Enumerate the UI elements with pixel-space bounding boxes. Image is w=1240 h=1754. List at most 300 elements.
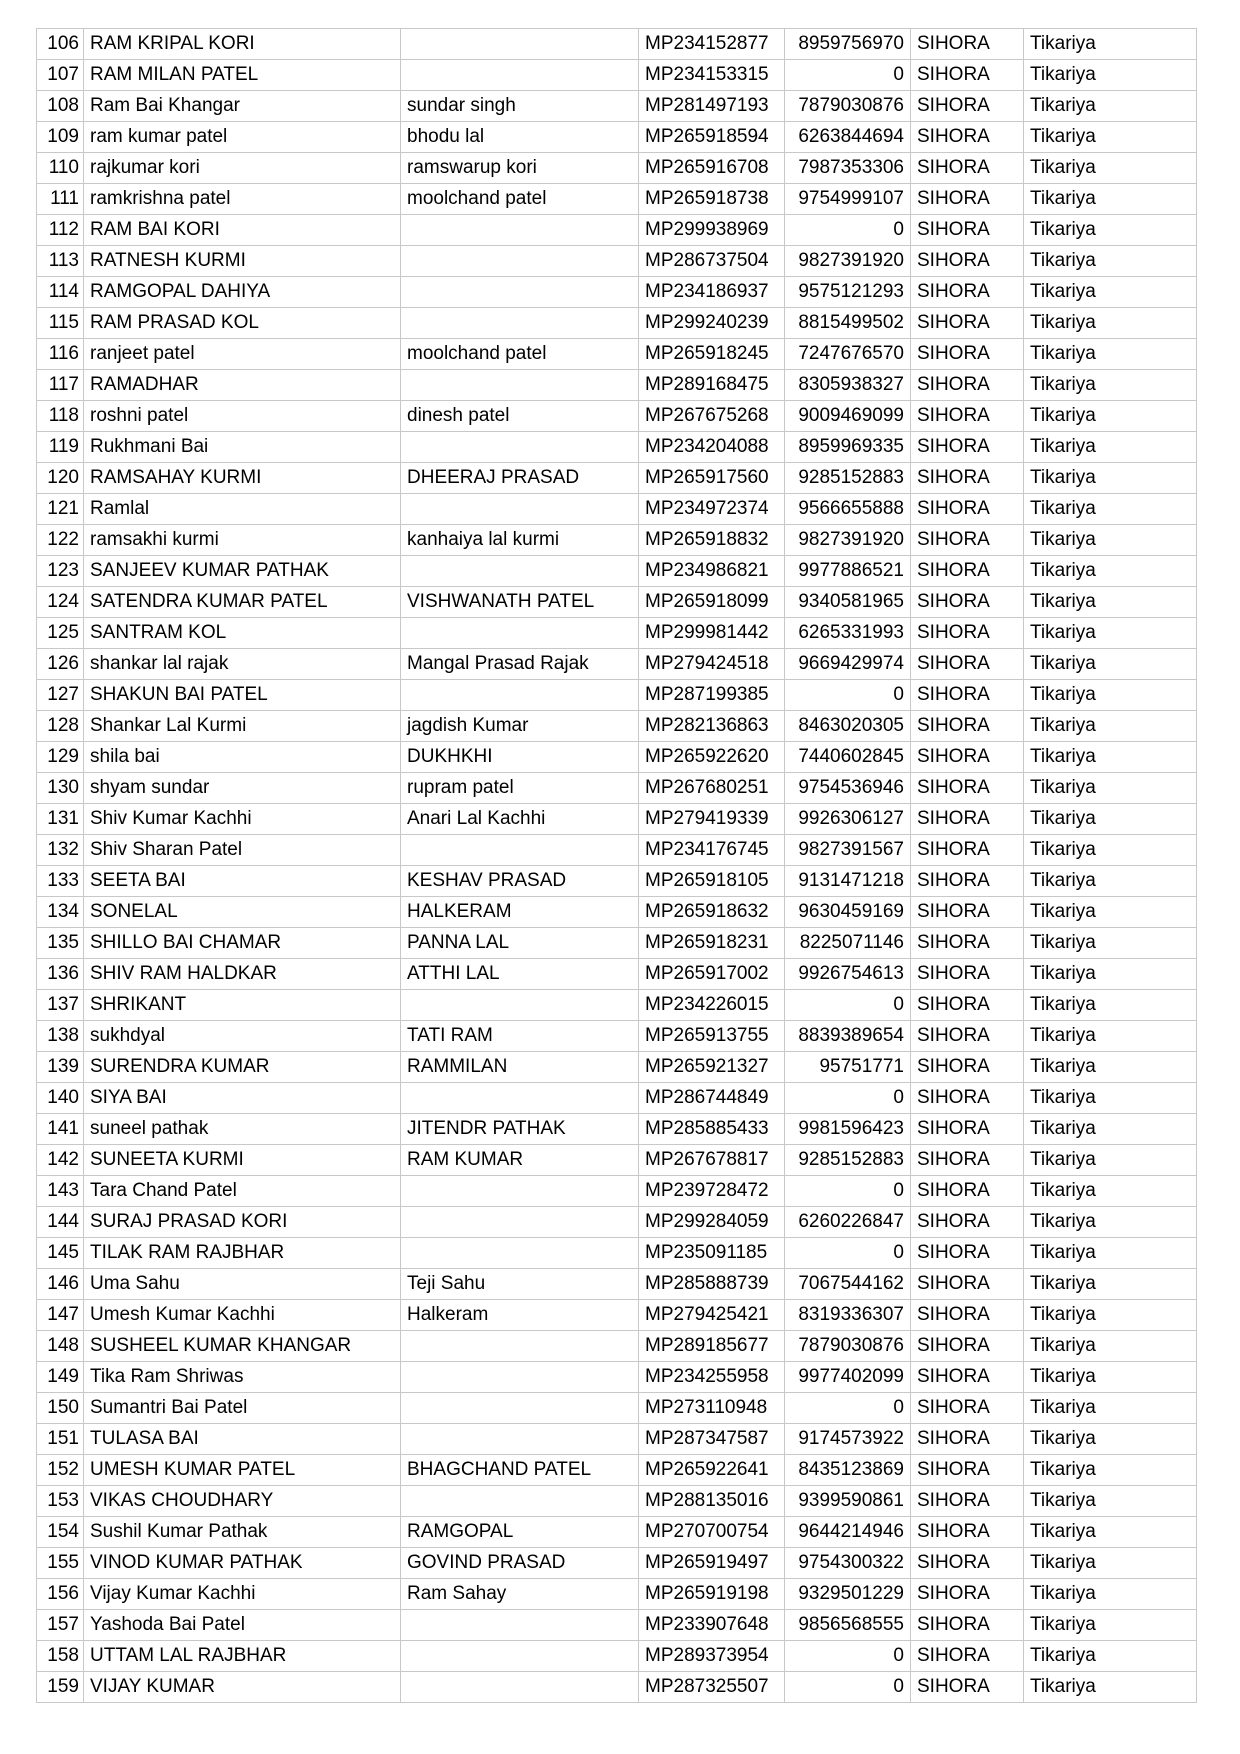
serial-number-cell: 123 bbox=[37, 556, 84, 587]
serial-number-cell: 112 bbox=[37, 215, 84, 246]
phone-number-cell: 0 bbox=[785, 60, 911, 91]
village-cell: Tikariya bbox=[1024, 1176, 1197, 1207]
serial-number-cell: 122 bbox=[37, 525, 84, 556]
phone-number-cell: 9827391920 bbox=[785, 246, 911, 277]
village-cell: Tikariya bbox=[1024, 1269, 1197, 1300]
table-row bbox=[37, 60, 1197, 91]
block-cell: SIHORA bbox=[911, 649, 1024, 680]
serial-number-cell: 155 bbox=[37, 1548, 84, 1579]
village-cell: Tikariya bbox=[1024, 959, 1197, 990]
registration-id-cell: MP234986821 bbox=[639, 556, 785, 587]
serial-number-cell: 142 bbox=[37, 1145, 84, 1176]
relative-name-cell: moolchand patel bbox=[401, 339, 639, 370]
beneficiary-name-cell: sukhdyal bbox=[84, 1021, 401, 1052]
phone-number-cell: 0 bbox=[785, 990, 911, 1021]
serial-number-cell: 143 bbox=[37, 1176, 84, 1207]
registration-id-cell: MP234204088 bbox=[639, 432, 785, 463]
table-row bbox=[37, 1269, 1197, 1300]
block-cell: SIHORA bbox=[911, 1331, 1024, 1362]
village-cell: Tikariya bbox=[1024, 990, 1197, 1021]
phone-number-cell: 8959969335 bbox=[785, 432, 911, 463]
serial-number-cell: 141 bbox=[37, 1114, 84, 1145]
table-row bbox=[37, 556, 1197, 587]
serial-number-cell: 136 bbox=[37, 959, 84, 990]
block-cell: SIHORA bbox=[911, 928, 1024, 959]
serial-number-cell: 132 bbox=[37, 835, 84, 866]
block-cell: SIHORA bbox=[911, 773, 1024, 804]
phone-number-cell: 9977886521 bbox=[785, 556, 911, 587]
table-row bbox=[37, 29, 1197, 60]
block-cell: SIHORA bbox=[911, 556, 1024, 587]
beneficiary-name-cell: VIKAS CHOUDHARY bbox=[84, 1486, 401, 1517]
serial-number-cell: 109 bbox=[37, 122, 84, 153]
relative-name-cell: rupram patel bbox=[401, 773, 639, 804]
table-row bbox=[37, 587, 1197, 618]
serial-number-cell: 140 bbox=[37, 1083, 84, 1114]
block-cell: SIHORA bbox=[911, 680, 1024, 711]
beneficiary-name-cell: VIJAY KUMAR bbox=[84, 1672, 401, 1703]
village-cell: Tikariya bbox=[1024, 1300, 1197, 1331]
table-row bbox=[37, 1238, 1197, 1269]
beneficiary-name-cell: SUNEETA KURMI bbox=[84, 1145, 401, 1176]
phone-number-cell: 7440602845 bbox=[785, 742, 911, 773]
registration-id-cell: MP265913755 bbox=[639, 1021, 785, 1052]
serial-number-cell: 146 bbox=[37, 1269, 84, 1300]
registration-id-cell: MP267680251 bbox=[639, 773, 785, 804]
block-cell: SIHORA bbox=[911, 122, 1024, 153]
block-cell: SIHORA bbox=[911, 246, 1024, 277]
phone-number-cell: 9131471218 bbox=[785, 866, 911, 897]
village-cell: Tikariya bbox=[1024, 1486, 1197, 1517]
phone-number-cell: 9566655888 bbox=[785, 494, 911, 525]
village-cell: Tikariya bbox=[1024, 525, 1197, 556]
beneficiary-name-cell: SIYA BAI bbox=[84, 1083, 401, 1114]
table-row bbox=[37, 153, 1197, 184]
phone-number-cell: 7879030876 bbox=[785, 91, 911, 122]
relative-name-cell: sundar singh bbox=[401, 91, 639, 122]
serial-number-cell: 107 bbox=[37, 60, 84, 91]
village-cell: Tikariya bbox=[1024, 680, 1197, 711]
block-cell: SIHORA bbox=[911, 494, 1024, 525]
beneficiary-name-cell: SANTRAM KOL bbox=[84, 618, 401, 649]
registration-id-cell: MP270700754 bbox=[639, 1517, 785, 1548]
relative-name-cell: dinesh patel bbox=[401, 401, 639, 432]
relative-name-cell bbox=[401, 1424, 639, 1455]
serial-number-cell: 129 bbox=[37, 742, 84, 773]
beneficiary-name-cell: SHIV RAM HALDKAR bbox=[84, 959, 401, 990]
phone-number-cell: 7987353306 bbox=[785, 153, 911, 184]
relative-name-cell bbox=[401, 556, 639, 587]
phone-number-cell: 8435123869 bbox=[785, 1455, 911, 1486]
table-row bbox=[37, 649, 1197, 680]
beneficiary-name-cell: Ramlal bbox=[84, 494, 401, 525]
block-cell: SIHORA bbox=[911, 339, 1024, 370]
beneficiary-name-cell: RAM KRIPAL KORI bbox=[84, 29, 401, 60]
relative-name-cell bbox=[401, 990, 639, 1021]
village-cell: Tikariya bbox=[1024, 1114, 1197, 1145]
phone-number-cell: 9926754613 bbox=[785, 959, 911, 990]
table-row bbox=[37, 1331, 1197, 1362]
beneficiary-name-cell: Shiv Kumar Kachhi bbox=[84, 804, 401, 835]
table-row bbox=[37, 959, 1197, 990]
relative-name-cell bbox=[401, 1362, 639, 1393]
village-cell: Tikariya bbox=[1024, 866, 1197, 897]
serial-number-cell: 110 bbox=[37, 153, 84, 184]
phone-number-cell: 9174573922 bbox=[785, 1424, 911, 1455]
village-cell: Tikariya bbox=[1024, 928, 1197, 959]
registration-id-cell: MP265921327 bbox=[639, 1052, 785, 1083]
phone-number-cell: 7247676570 bbox=[785, 339, 911, 370]
serial-number-cell: 157 bbox=[37, 1610, 84, 1641]
phone-number-cell: 95751771 bbox=[785, 1052, 911, 1083]
table-row bbox=[37, 1176, 1197, 1207]
phone-number-cell: 9644214946 bbox=[785, 1517, 911, 1548]
registration-id-cell: MP265922641 bbox=[639, 1455, 785, 1486]
registration-id-cell: MP265917560 bbox=[639, 463, 785, 494]
beneficiary-name-cell: Sumantri Bai Patel bbox=[84, 1393, 401, 1424]
table-row bbox=[37, 897, 1197, 928]
phone-number-cell: 9009469099 bbox=[785, 401, 911, 432]
relative-name-cell: Anari Lal Kachhi bbox=[401, 804, 639, 835]
table-row bbox=[37, 1300, 1197, 1331]
relative-name-cell bbox=[401, 246, 639, 277]
village-cell: Tikariya bbox=[1024, 618, 1197, 649]
serial-number-cell: 113 bbox=[37, 246, 84, 277]
relative-name-cell: ATTHI LAL bbox=[401, 959, 639, 990]
relative-name-cell bbox=[401, 29, 639, 60]
beneficiary-name-cell: SURENDRA KUMAR bbox=[84, 1052, 401, 1083]
serial-number-cell: 153 bbox=[37, 1486, 84, 1517]
beneficiary-name-cell: Shankar Lal Kurmi bbox=[84, 711, 401, 742]
beneficiary-name-cell: Umesh Kumar Kachhi bbox=[84, 1300, 401, 1331]
phone-number-cell: 9329501229 bbox=[785, 1579, 911, 1610]
beneficiary-name-cell: SONELAL bbox=[84, 897, 401, 928]
block-cell: SIHORA bbox=[911, 990, 1024, 1021]
serial-number-cell: 151 bbox=[37, 1424, 84, 1455]
serial-number-cell: 133 bbox=[37, 866, 84, 897]
block-cell: SIHORA bbox=[911, 866, 1024, 897]
registration-id-cell: MP234186937 bbox=[639, 277, 785, 308]
table-row bbox=[37, 432, 1197, 463]
block-cell: SIHORA bbox=[911, 1548, 1024, 1579]
phone-number-cell: 9340581965 bbox=[785, 587, 911, 618]
block-cell: SIHORA bbox=[911, 1114, 1024, 1145]
registration-id-cell: MP279424518 bbox=[639, 649, 785, 680]
village-cell: Tikariya bbox=[1024, 835, 1197, 866]
village-cell: Tikariya bbox=[1024, 1331, 1197, 1362]
table-row bbox=[37, 1579, 1197, 1610]
registration-id-cell: MP299240239 bbox=[639, 308, 785, 339]
table-row bbox=[37, 1145, 1197, 1176]
table-row bbox=[37, 525, 1197, 556]
village-cell: Tikariya bbox=[1024, 308, 1197, 339]
village-cell: Tikariya bbox=[1024, 1455, 1197, 1486]
relative-name-cell bbox=[401, 1641, 639, 1672]
beneficiary-name-cell: UTTAM LAL RAJBHAR bbox=[84, 1641, 401, 1672]
block-cell: SIHORA bbox=[911, 1238, 1024, 1269]
registration-id-cell: MP282136863 bbox=[639, 711, 785, 742]
relative-name-cell bbox=[401, 835, 639, 866]
block-cell: SIHORA bbox=[911, 1517, 1024, 1548]
beneficiary-name-cell: SURAJ PRASAD KORI bbox=[84, 1207, 401, 1238]
registration-id-cell: MP265919198 bbox=[639, 1579, 785, 1610]
table-row bbox=[37, 215, 1197, 246]
relative-name-cell: kanhaiya lal kurmi bbox=[401, 525, 639, 556]
village-cell: Tikariya bbox=[1024, 215, 1197, 246]
table-row bbox=[37, 494, 1197, 525]
relative-name-cell: TATI RAM bbox=[401, 1021, 639, 1052]
phone-number-cell: 6265331993 bbox=[785, 618, 911, 649]
relative-name-cell bbox=[401, 494, 639, 525]
beneficiary-name-cell: SUSHEEL KUMAR KHANGAR bbox=[84, 1331, 401, 1362]
beneficiary-name-cell: RAMSAHAY KURMI bbox=[84, 463, 401, 494]
relative-name-cell bbox=[401, 1672, 639, 1703]
village-cell: Tikariya bbox=[1024, 742, 1197, 773]
beneficiary-name-cell: Tika Ram Shriwas bbox=[84, 1362, 401, 1393]
beneficiary-name-cell: UMESH KUMAR PATEL bbox=[84, 1455, 401, 1486]
block-cell: SIHORA bbox=[911, 1610, 1024, 1641]
phone-number-cell: 9856568555 bbox=[785, 1610, 911, 1641]
registration-id-cell: MP285888739 bbox=[639, 1269, 785, 1300]
relative-name-cell: PANNA LAL bbox=[401, 928, 639, 959]
table-row bbox=[37, 1021, 1197, 1052]
registration-id-cell: MP234255958 bbox=[639, 1362, 785, 1393]
village-cell: Tikariya bbox=[1024, 91, 1197, 122]
relative-name-cell: ramswarup kori bbox=[401, 153, 639, 184]
relative-name-cell: RAMMILAN bbox=[401, 1052, 639, 1083]
block-cell: SIHORA bbox=[911, 742, 1024, 773]
beneficiary-name-cell: Vijay Kumar Kachhi bbox=[84, 1579, 401, 1610]
village-cell: Tikariya bbox=[1024, 1424, 1197, 1455]
table-row bbox=[37, 928, 1197, 959]
registration-id-cell: MP234152877 bbox=[639, 29, 785, 60]
block-cell: SIHORA bbox=[911, 60, 1024, 91]
table-row bbox=[37, 1641, 1197, 1672]
registration-id-cell: MP289168475 bbox=[639, 370, 785, 401]
beneficiary-name-cell: RAMGOPAL DAHIYA bbox=[84, 277, 401, 308]
table-row bbox=[37, 1672, 1197, 1703]
table-row bbox=[37, 370, 1197, 401]
relative-name-cell: KESHAV PRASAD bbox=[401, 866, 639, 897]
phone-number-cell: 9669429974 bbox=[785, 649, 911, 680]
relative-name-cell bbox=[401, 1083, 639, 1114]
village-cell: Tikariya bbox=[1024, 277, 1197, 308]
registration-id-cell: MP265918105 bbox=[639, 866, 785, 897]
beneficiary-name-cell: Rukhmani Bai bbox=[84, 432, 401, 463]
block-cell: SIHORA bbox=[911, 1052, 1024, 1083]
registration-id-cell: MP265918594 bbox=[639, 122, 785, 153]
relative-name-cell: Teji Sahu bbox=[401, 1269, 639, 1300]
serial-number-cell: 152 bbox=[37, 1455, 84, 1486]
block-cell: SIHORA bbox=[911, 1424, 1024, 1455]
table-row bbox=[37, 1083, 1197, 1114]
block-cell: SIHORA bbox=[911, 277, 1024, 308]
beneficiary-name-cell: RAMADHAR bbox=[84, 370, 401, 401]
serial-number-cell: 114 bbox=[37, 277, 84, 308]
beneficiary-name-cell: Tara Chand Patel bbox=[84, 1176, 401, 1207]
serial-number-cell: 117 bbox=[37, 370, 84, 401]
registration-id-cell: MP285885433 bbox=[639, 1114, 785, 1145]
serial-number-cell: 137 bbox=[37, 990, 84, 1021]
registration-id-cell: MP265918632 bbox=[639, 897, 785, 928]
relative-name-cell: Halkeram bbox=[401, 1300, 639, 1331]
phone-number-cell: 7067544162 bbox=[785, 1269, 911, 1300]
beneficiary-name-cell: SHILLO BAI CHAMAR bbox=[84, 928, 401, 959]
beneficiary-name-cell: TULASA BAI bbox=[84, 1424, 401, 1455]
village-cell: Tikariya bbox=[1024, 1641, 1197, 1672]
block-cell: SIHORA bbox=[911, 1641, 1024, 1672]
village-cell: Tikariya bbox=[1024, 60, 1197, 91]
serial-number-cell: 121 bbox=[37, 494, 84, 525]
beneficiary-name-cell: ram kumar patel bbox=[84, 122, 401, 153]
table-row bbox=[37, 1207, 1197, 1238]
serial-number-cell: 138 bbox=[37, 1021, 84, 1052]
village-cell: Tikariya bbox=[1024, 29, 1197, 60]
village-cell: Tikariya bbox=[1024, 1393, 1197, 1424]
relative-name-cell: RAM KUMAR bbox=[401, 1145, 639, 1176]
registration-id-cell: MP234176745 bbox=[639, 835, 785, 866]
serial-number-cell: 119 bbox=[37, 432, 84, 463]
phone-number-cell: 9754999107 bbox=[785, 184, 911, 215]
relative-name-cell bbox=[401, 277, 639, 308]
registration-id-cell: MP265916708 bbox=[639, 153, 785, 184]
registration-id-cell: MP265918231 bbox=[639, 928, 785, 959]
phone-number-cell: 9754300322 bbox=[785, 1548, 911, 1579]
village-cell: Tikariya bbox=[1024, 184, 1197, 215]
block-cell: SIHORA bbox=[911, 153, 1024, 184]
block-cell: SIHORA bbox=[911, 215, 1024, 246]
registration-id-cell: MP265918099 bbox=[639, 587, 785, 618]
relative-name-cell: DUKHKHI bbox=[401, 742, 639, 773]
beneficiary-name-cell: SHAKUN BAI PATEL bbox=[84, 680, 401, 711]
table-row bbox=[37, 401, 1197, 432]
phone-number-cell: 0 bbox=[785, 1393, 911, 1424]
block-cell: SIHORA bbox=[911, 1021, 1024, 1052]
relative-name-cell bbox=[401, 308, 639, 339]
registration-id-cell: MP234153315 bbox=[639, 60, 785, 91]
beneficiary-name-cell: RATNESH KURMI bbox=[84, 246, 401, 277]
relative-name-cell bbox=[401, 1331, 639, 1362]
registration-id-cell: MP287199385 bbox=[639, 680, 785, 711]
serial-number-cell: 158 bbox=[37, 1641, 84, 1672]
serial-number-cell: 120 bbox=[37, 463, 84, 494]
village-cell: Tikariya bbox=[1024, 463, 1197, 494]
village-cell: Tikariya bbox=[1024, 494, 1197, 525]
relative-name-cell: HALKERAM bbox=[401, 897, 639, 928]
block-cell: SIHORA bbox=[911, 401, 1024, 432]
serial-number-cell: 139 bbox=[37, 1052, 84, 1083]
serial-number-cell: 156 bbox=[37, 1579, 84, 1610]
beneficiary-name-cell: ramsakhi kurmi bbox=[84, 525, 401, 556]
block-cell: SIHORA bbox=[911, 1486, 1024, 1517]
relative-name-cell: BHAGCHAND PATEL bbox=[401, 1455, 639, 1486]
table-row bbox=[37, 308, 1197, 339]
table-row bbox=[37, 1455, 1197, 1486]
serial-number-cell: 130 bbox=[37, 773, 84, 804]
beneficiary-name-cell: Ram Bai Khangar bbox=[84, 91, 401, 122]
block-cell: SIHORA bbox=[911, 959, 1024, 990]
registration-id-cell: MP299284059 bbox=[639, 1207, 785, 1238]
relative-name-cell: JITENDR PATHAK bbox=[401, 1114, 639, 1145]
table-row bbox=[37, 1424, 1197, 1455]
relative-name-cell bbox=[401, 1176, 639, 1207]
village-cell: Tikariya bbox=[1024, 897, 1197, 928]
table-row bbox=[37, 1362, 1197, 1393]
relative-name-cell: Mangal Prasad Rajak bbox=[401, 649, 639, 680]
serial-number-cell: 148 bbox=[37, 1331, 84, 1362]
village-cell: Tikariya bbox=[1024, 1207, 1197, 1238]
block-cell: SIHORA bbox=[911, 463, 1024, 494]
registration-id-cell: MP286744849 bbox=[639, 1083, 785, 1114]
registration-id-cell: MP267675268 bbox=[639, 401, 785, 432]
phone-number-cell: 8225071146 bbox=[785, 928, 911, 959]
village-cell: Tikariya bbox=[1024, 773, 1197, 804]
registration-id-cell: MP273110948 bbox=[639, 1393, 785, 1424]
village-cell: Tikariya bbox=[1024, 1672, 1197, 1703]
village-cell: Tikariya bbox=[1024, 1579, 1197, 1610]
relative-name-cell bbox=[401, 1486, 639, 1517]
beneficiary-name-cell: suneel pathak bbox=[84, 1114, 401, 1145]
relative-name-cell bbox=[401, 1207, 639, 1238]
phone-number-cell: 0 bbox=[785, 1672, 911, 1703]
beneficiary-name-cell: Uma Sahu bbox=[84, 1269, 401, 1300]
relative-name-cell: moolchand patel bbox=[401, 184, 639, 215]
table-row bbox=[37, 1486, 1197, 1517]
registration-id-cell: MP265919497 bbox=[639, 1548, 785, 1579]
table-row bbox=[37, 618, 1197, 649]
village-cell: Tikariya bbox=[1024, 153, 1197, 184]
serial-number-cell: 116 bbox=[37, 339, 84, 370]
phone-number-cell: 0 bbox=[785, 1176, 911, 1207]
village-cell: Tikariya bbox=[1024, 1052, 1197, 1083]
registration-id-cell: MP239728472 bbox=[639, 1176, 785, 1207]
phone-number-cell: 8319336307 bbox=[785, 1300, 911, 1331]
registration-id-cell: MP289373954 bbox=[639, 1641, 785, 1672]
village-cell: Tikariya bbox=[1024, 432, 1197, 463]
registration-id-cell: MP265918832 bbox=[639, 525, 785, 556]
table-row bbox=[37, 246, 1197, 277]
village-cell: Tikariya bbox=[1024, 246, 1197, 277]
serial-number-cell: 125 bbox=[37, 618, 84, 649]
block-cell: SIHORA bbox=[911, 1083, 1024, 1114]
village-cell: Tikariya bbox=[1024, 711, 1197, 742]
block-cell: SIHORA bbox=[911, 897, 1024, 928]
village-cell: Tikariya bbox=[1024, 401, 1197, 432]
table-row bbox=[37, 680, 1197, 711]
serial-number-cell: 147 bbox=[37, 1300, 84, 1331]
serial-number-cell: 128 bbox=[37, 711, 84, 742]
serial-number-cell: 127 bbox=[37, 680, 84, 711]
village-cell: Tikariya bbox=[1024, 1548, 1197, 1579]
beneficiary-name-cell: SHRIKANT bbox=[84, 990, 401, 1021]
relative-name-cell: VISHWANATH PATEL bbox=[401, 587, 639, 618]
table-row bbox=[37, 1548, 1197, 1579]
beneficiary-name-cell: shyam sundar bbox=[84, 773, 401, 804]
beneficiary-name-cell: TILAK RAM RAJBHAR bbox=[84, 1238, 401, 1269]
block-cell: SIHORA bbox=[911, 1579, 1024, 1610]
records-table bbox=[36, 28, 1197, 1703]
table-row bbox=[37, 91, 1197, 122]
registration-id-cell: MP234972374 bbox=[639, 494, 785, 525]
beneficiary-name-cell: RAM MILAN PATEL bbox=[84, 60, 401, 91]
beneficiary-name-cell: ramkrishna patel bbox=[84, 184, 401, 215]
village-cell: Tikariya bbox=[1024, 649, 1197, 680]
registration-id-cell: MP233907648 bbox=[639, 1610, 785, 1641]
phone-number-cell: 9977402099 bbox=[785, 1362, 911, 1393]
registration-id-cell: MP299938969 bbox=[639, 215, 785, 246]
serial-number-cell: 108 bbox=[37, 91, 84, 122]
table-row bbox=[37, 804, 1197, 835]
